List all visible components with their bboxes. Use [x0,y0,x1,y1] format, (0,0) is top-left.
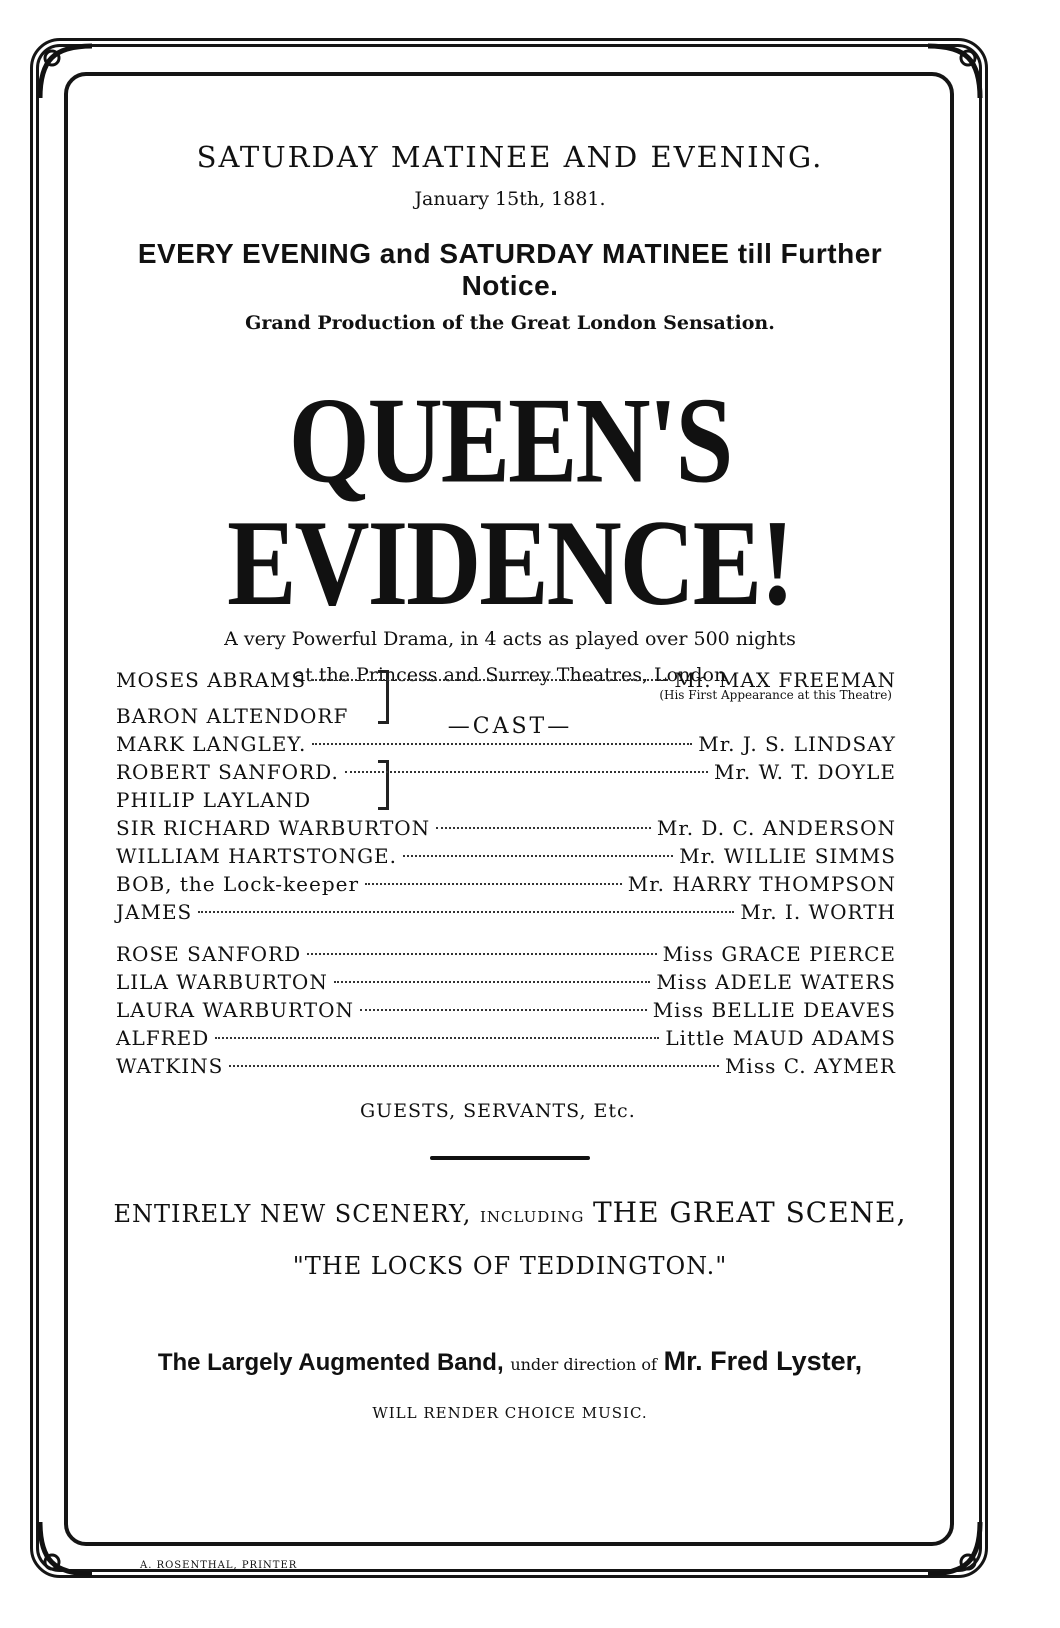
corner-ornament-icon [922,1516,986,1580]
cast-role: JAMES [116,900,193,924]
cast-row [116,814,896,842]
play-title: QUEEN'S EVIDENCE! [227,372,793,632]
description-line-2: at the Princess and Surrey Theatres, London [293,664,727,686]
run-notice: EVERY EVENING and SATURDAY MATINEE till Further Notice. [137,238,883,301]
performance-date: January 15th, 1881. [414,188,606,210]
leader-dots [307,953,656,955]
cast-row [116,842,896,870]
scenery-line-2: "THE LOCKS OF TEDDINGTON." [292,1252,728,1280]
cast-role: ALFRED [116,1026,210,1050]
cast-row [116,786,896,814]
cast-actor: Mr. I. WORTH [740,900,896,924]
cast-actor: Miss BELLIE DEAVES [652,998,896,1022]
leader-dots [365,883,622,885]
corner-ornament-icon [922,40,986,104]
cast-actor: Mr. D. C. ANDERSON [656,816,896,840]
cast-actor: Miss GRACE PIERCE [662,942,896,966]
cast-role: BOB, the Lock-keeper [116,872,360,896]
cast-actor: Miss ADELE WATERS [656,970,896,994]
description-line-1: A very Powerful Drama, in 4 acts as played over 500 nights [224,628,796,650]
scenery-line-1 [100,1196,920,1229]
scenery-great-scene: THE GREAT SCENE, [593,1196,907,1229]
leader-dots [360,1009,647,1011]
scenery-text: ENTIRELY NEW SCENERY, [113,1200,472,1228]
corner-ornament-icon [34,1516,98,1580]
cast-row [116,870,896,898]
cast-role: LAURA WARBURTON [116,998,354,1022]
leader-dots [403,855,673,857]
cast-role: SIR RICHARD WARBURTON [116,816,431,840]
cast-role: MOSES ABRAMS [116,668,307,692]
leader-dots [215,1037,659,1039]
cast-note: (His First Appearance at this Theatre) [659,688,892,702]
leader-dots [436,827,651,829]
cast-actor: Miss C. AYMER [724,1054,896,1078]
cast-row [116,730,896,758]
printer-credit: A. ROSENTHAL, PRINTER [140,1560,298,1571]
cast-actor: Mr. MAX FREEMAN [674,668,896,692]
cast-role: ROSE SANFORD [116,942,302,966]
band-director: Mr. Fred Lyster, [663,1346,863,1376]
cast-heading: —CAST— [447,714,573,739]
performance-heading: SATURDAY MATINEE AND EVENING. [196,140,824,174]
divider-rule [430,1156,590,1160]
cast-role: ROBERT SANFORD. [116,760,339,784]
cast-role: PHILIP LAYLAND [116,788,312,812]
leader-dots [198,911,734,913]
cast-role: WILLIAM HARTSTONGE. [116,844,398,868]
scenery-including: INCLUDING [479,1208,585,1226]
band-line [100,1346,920,1377]
leader-dots [312,679,668,681]
cast-row [116,940,896,968]
cast-role: WATKINS [116,1054,224,1078]
cast-actor: Mr. WILLIE SIMMS [679,844,896,868]
cast-actor: Mr. J. S. LINDSAY [698,732,896,756]
music-line: WILL RENDER CHOICE MUSIC. [372,1404,648,1422]
cast-row [116,968,896,996]
playbill-header [100,140,920,739]
cast-row [116,758,896,786]
cast-spacer [116,926,896,940]
cast-row [116,898,896,926]
cast-actor: Mr. W. T. DOYLE [714,760,896,784]
guests-line: GUESTS, SERVANTS, Etc. [360,1100,636,1122]
cast-actor: Mr. HARRY THOMPSON [627,872,896,896]
cast-row [116,1052,896,1080]
corner-ornament-icon [34,40,98,104]
leader-dots [312,743,692,745]
band-text: The Largely Augmented Band, [157,1349,504,1376]
production-line: Grand Production of the Great London Sensation. [245,312,775,334]
leader-dots [229,1065,719,1067]
cast-role: LILA WARBURTON [116,970,328,994]
cast-role: MARK LANGLEY. [116,732,307,756]
cast-row [116,996,896,1024]
cast-row [116,702,896,730]
band-direction: under direction of [510,1355,657,1374]
cast-actor: Little MAUD ADAMS [665,1026,896,1050]
leader-dots [345,771,708,773]
cast-list [116,666,896,1080]
leader-dots [334,981,650,983]
cast-row [116,1024,896,1052]
cast-role: BARON ALTENDORF [116,704,349,728]
